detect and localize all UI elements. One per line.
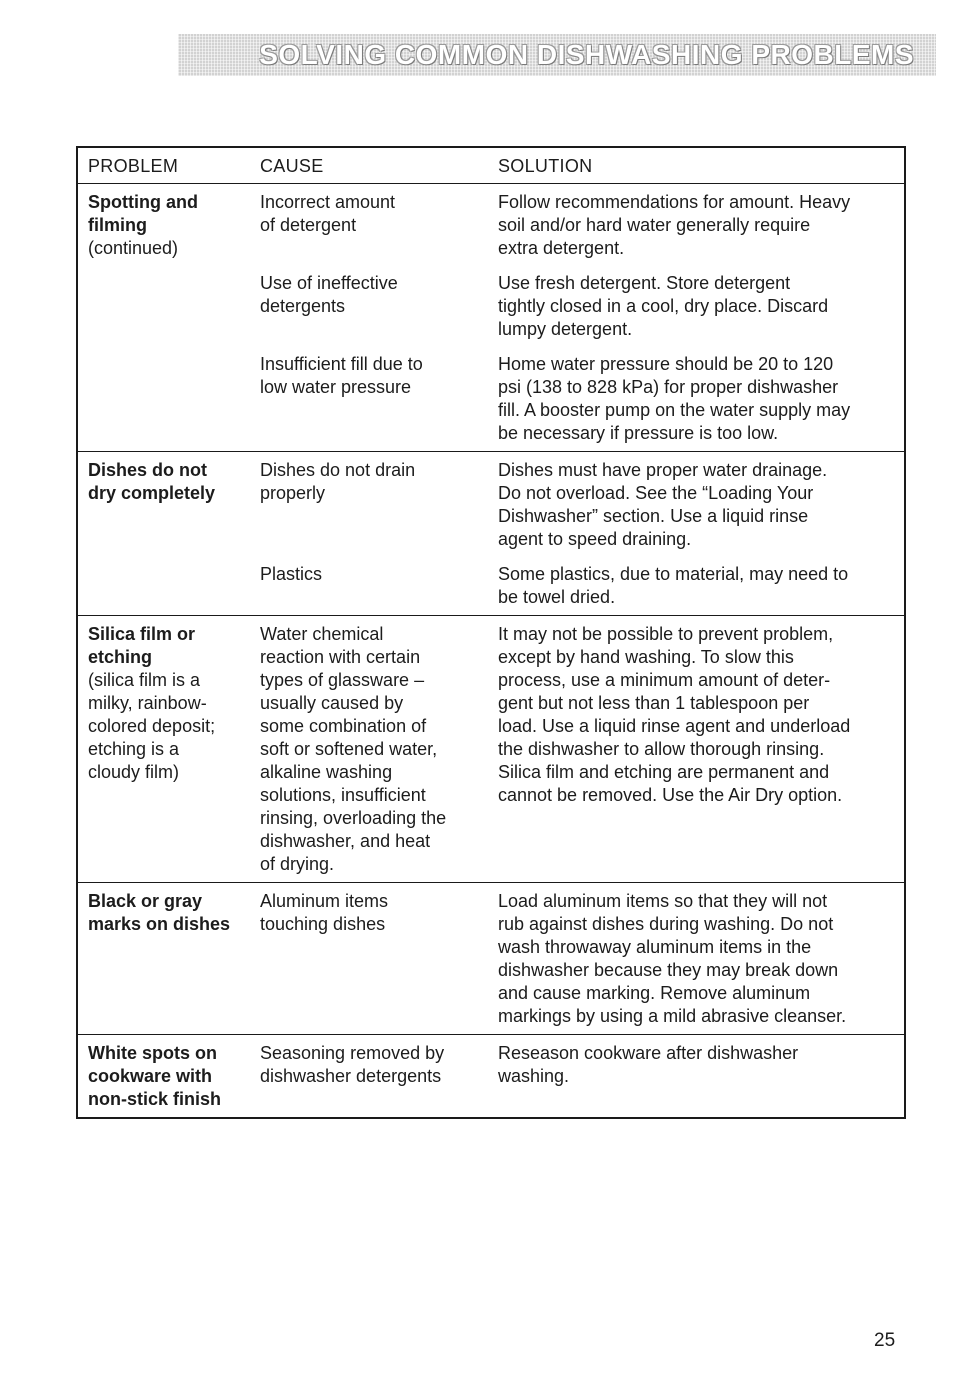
- problem-note: (continued): [88, 238, 179, 258]
- header-cause: CAUSE: [260, 156, 324, 176]
- cause-solution-group: [260, 191, 904, 445]
- cause-text: Dishes do not drain properly: [260, 460, 416, 503]
- cause-text: Aluminum items touching dishes: [260, 891, 389, 934]
- problem-cell: [88, 1042, 260, 1111]
- cause-text: Plastics: [260, 564, 323, 584]
- cause-text: Water chemical reaction with certain types of glassware – usually caused by some combination of soft or softened water, alkaline washing solutions, insufficient rinsing, overloading the dishwasher, and heat of drying.: [260, 624, 447, 874]
- cause-solution-group: [260, 1042, 904, 1111]
- solution-text: Use fresh detergent. Store detergent tightly closed in a cool, dry place. Discard lumpy detergent.: [498, 273, 829, 339]
- problem-title: Spotting and filming: [88, 192, 198, 235]
- solution-text: Load aluminum items so that they will not rub against dishes during washing. Do not wash throwaway aluminum items in the dishwasher because they may break down and cause marking. Remove aluminum markings by using a mild abrasive cleanser.: [498, 891, 847, 1026]
- cause-text: Insufficient fill due to low water pressure: [260, 354, 423, 397]
- table-row: [78, 883, 904, 1035]
- problem-title: Dishes do not dry completely: [88, 460, 216, 503]
- header-solution: SOLUTION: [498, 156, 593, 176]
- table-row: [78, 1035, 904, 1117]
- page-number: 25: [874, 1330, 896, 1351]
- cause-solution-group: [260, 459, 904, 609]
- table-row: [78, 452, 904, 616]
- problem-title: White spots on cookware with non-stick finish: [88, 1043, 222, 1109]
- cause-solution-pair: [260, 563, 904, 609]
- cause-solution-pair: [260, 272, 904, 341]
- cause-text: Use of ineffective detergents: [260, 273, 398, 316]
- cause-solution-group: [260, 623, 904, 876]
- cause-solution-pair: [260, 623, 904, 876]
- problem-cell: [88, 459, 260, 609]
- banner-title: SOLVING COMMON DISHWASHING PROBLEMS: [259, 39, 914, 70]
- problem-cell: [88, 623, 260, 876]
- solution-text: It may not be possible to prevent problem, except by hand washing. To slow this process, use a minimum amount of deter- gent but not less than 1 tablespoon per load. Use a liquid rinse agent and underload the dishwasher to allow thorough rinsing. Silica film and etching are permanent and cannot be removed. Use the Air Dry option.: [498, 624, 851, 805]
- troubleshooting-table: [76, 146, 906, 1119]
- table-header: [78, 148, 904, 184]
- cause-text: Incorrect amount of detergent: [260, 192, 396, 235]
- table-row: [78, 616, 904, 883]
- cause-solution-pair: [260, 353, 904, 445]
- solution-text: Dishes must have proper water drainage. Do not overload. See the “Loading Your Dishwasher” section. Use a liquid rinse agent to speed draining.: [498, 460, 828, 549]
- table-row: [78, 184, 904, 452]
- cause-text: Seasoning removed by dishwasher detergents: [260, 1043, 445, 1086]
- problem-cell: [88, 191, 260, 445]
- problem-note: (silica film is a milky, rainbow- colored deposit; etching is a cloudy film): [88, 670, 216, 782]
- solution-text: Home water pressure should be 20 to 120 psi (138 to 828 kPa) for proper dishwasher fill. A booster pump on the water supply may be necessary if pressure is too low.: [498, 354, 851, 443]
- header-problem: PROBLEM: [88, 156, 179, 176]
- solution-text: Some plastics, due to material, may need to be towel dried.: [498, 564, 849, 607]
- solution-text: Reseason cookware after dishwasher washing.: [498, 1043, 799, 1086]
- section-banner: [178, 34, 936, 76]
- problem-title: Silica film or etching: [88, 624, 196, 667]
- solution-text: Follow recommendations for amount. Heavy soil and/or hard water generally require extra detergent.: [498, 192, 851, 258]
- cause-solution-pair: [260, 191, 904, 260]
- cause-solution-pair: [260, 1042, 904, 1088]
- problem-title: Black or gray marks on dishes: [88, 891, 231, 934]
- cause-solution-group: [260, 890, 904, 1028]
- problem-cell: [88, 890, 260, 1028]
- cause-solution-pair: [260, 459, 904, 551]
- cause-solution-pair: [260, 890, 904, 1028]
